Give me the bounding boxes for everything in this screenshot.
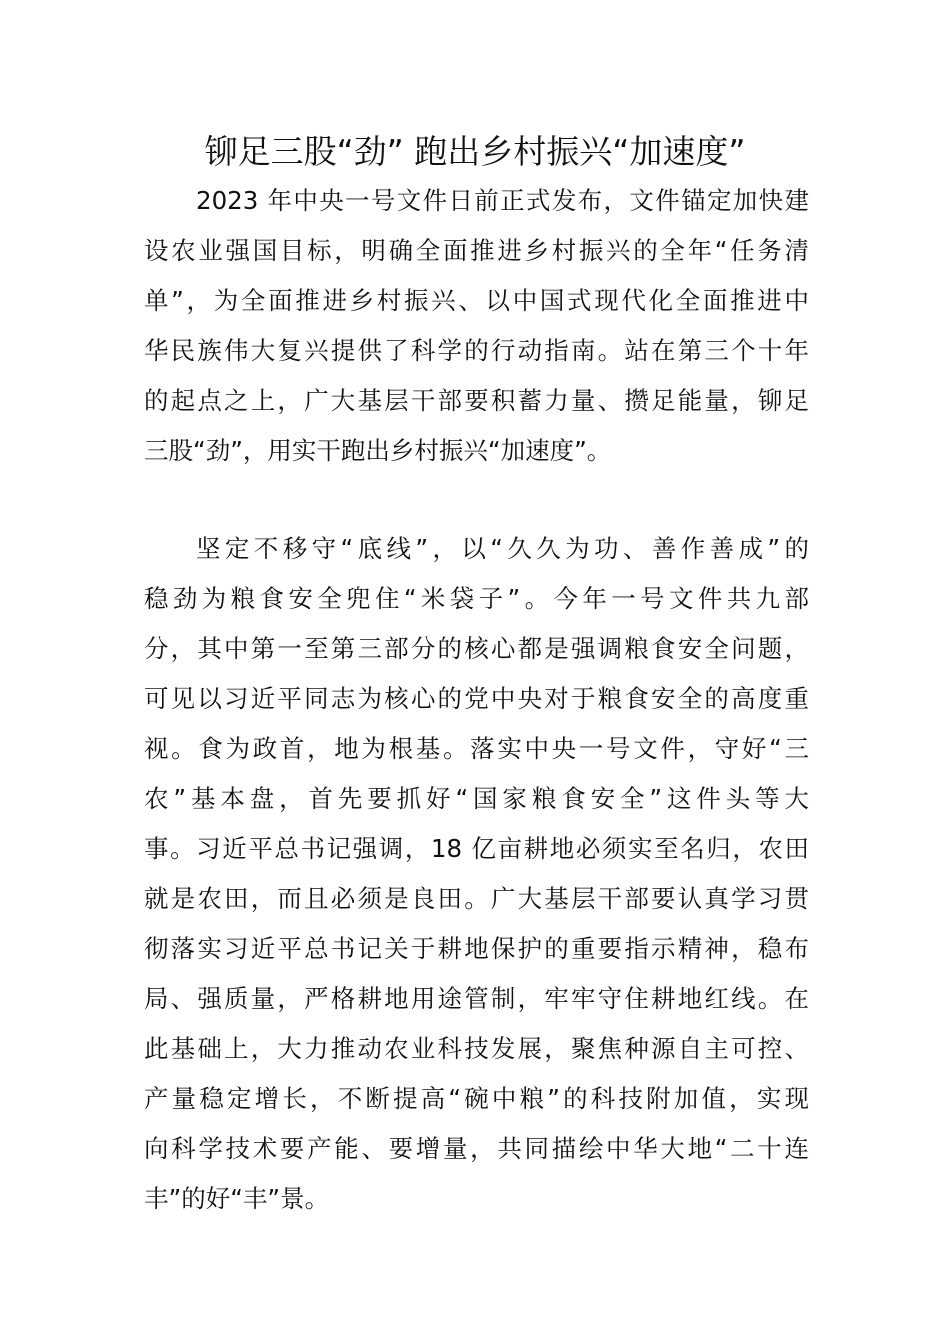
paragraph-2-line: 坚定不移守“底线”，以“久久为功、善作善成”的 — [196, 534, 809, 563]
paragraph-2-line: 此基础上，大力推动农业科技发展，聚焦种源自主可控、 — [144, 1034, 809, 1063]
article-title: 铆足三股“劲” 跑出乡村振兴“加速度” — [204, 132, 746, 171]
paragraph-1-line: 华民族伟大复兴提供了科学的行动指南。站在第三个十年 — [144, 336, 809, 365]
paragraph-2-line: 农”基本盘，首先要抓好“国家粮食安全”这件头等大 — [144, 784, 809, 813]
paragraph-1-line: 三股“劲”，用实干跑出乡村振兴“加速度”。 — [144, 436, 612, 465]
paragraph-2-line: 向科学技术要产能、要增量，共同描绘中华大地“二十连 — [144, 1134, 809, 1163]
paragraph-1-line: 设农业强国目标，明确全面推进乡村振兴的全年“任务清 — [144, 236, 809, 265]
paragraph-2-line: 彻落实习近平总书记关于耕地保护的重要指示精神，稳布 — [144, 934, 809, 963]
paragraph-1-line: 的起点之上，广大基层干部要积蓄力量、攒足能量，铆足 — [144, 386, 809, 415]
paragraph-1-line: 2023 年中央一号文件日前正式发布，文件锚定加快建 — [196, 186, 809, 215]
paragraph-2-line: 产量稳定增长，不断提高“碗中粮”的科技附加值，实现 — [144, 1084, 809, 1113]
paragraph-1-line: 单”，为全面推进乡村振兴、以中国式现代化全面推进中 — [144, 286, 809, 315]
paragraph-2-line: 稳劲为粮食安全兜住“米袋子”。今年一号文件共九部 — [144, 584, 809, 613]
paragraph-2-line: 可见以习近平同志为核心的党中央对于粮食安全的高度重 — [144, 684, 809, 713]
paragraph-2-line: 分，其中第一至第三部分的核心都是强调粮食安全问题， — [144, 634, 809, 663]
paragraph-2-line: 就是农田，而且必须是良田。广大基层干部要认真学习贯 — [144, 884, 809, 913]
paragraph-2-line: 丰”的好“丰”景。 — [144, 1184, 330, 1213]
paragraph-2-line: 局、强质量，严格耕地用途管制，牢牢守住耕地红线。在 — [144, 984, 809, 1013]
paragraph-2-line: 事。习近平总书记强调，18 亿亩耕地必须实至名归，农田 — [144, 834, 809, 863]
paragraph-2-line: 视。食为政首，地为根基。落实中央一号文件，守好“三 — [144, 734, 809, 763]
